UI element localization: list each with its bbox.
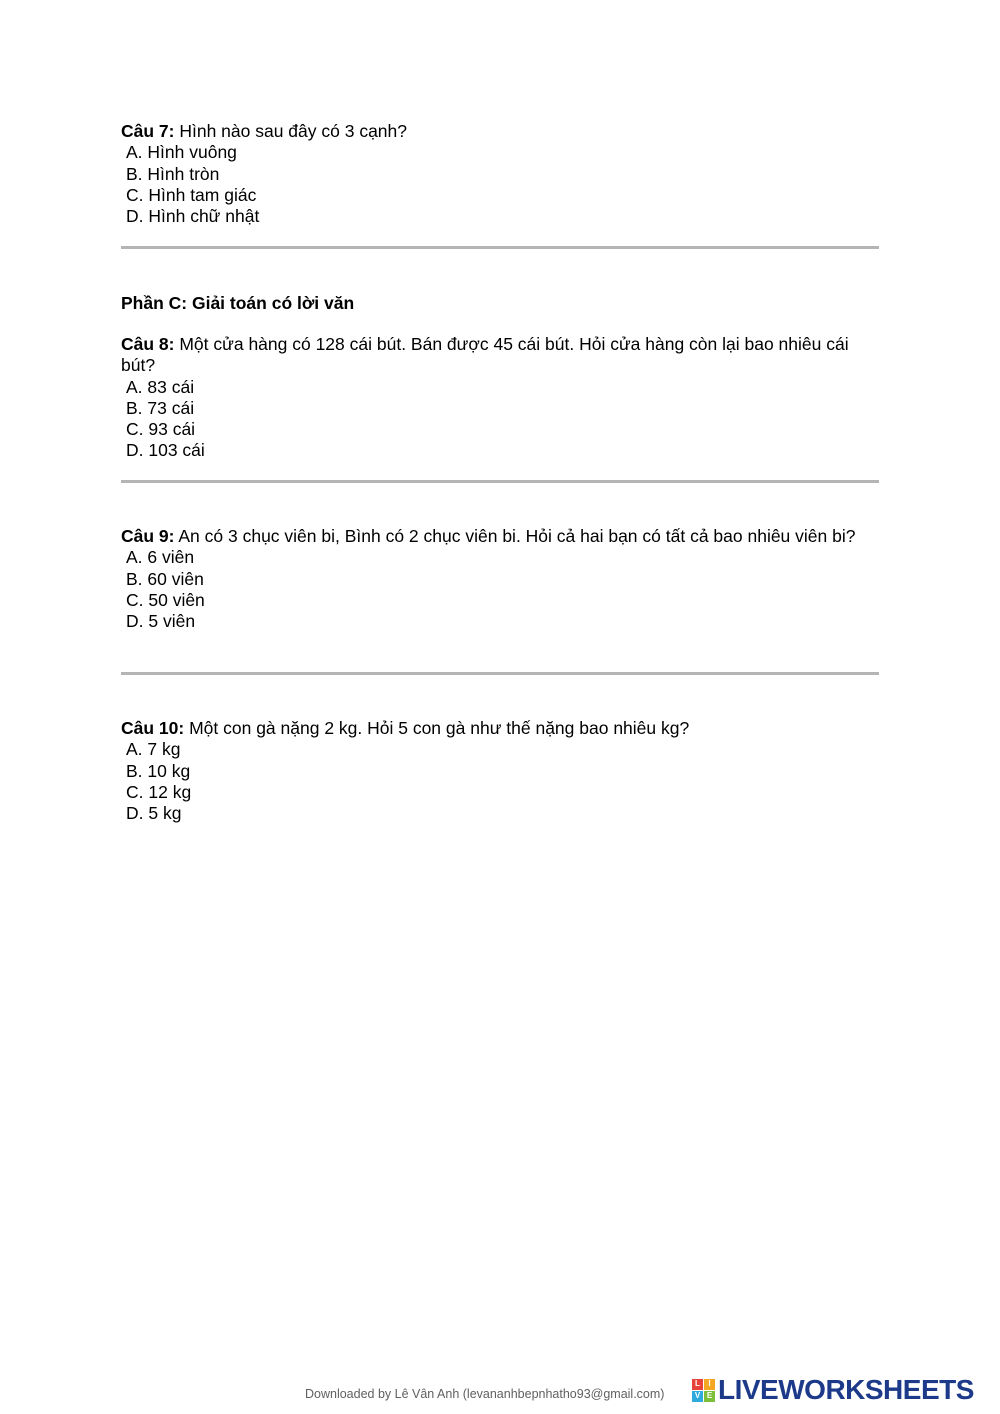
question-label: Câu 8: bbox=[121, 334, 175, 354]
option-c: C. 93 cái bbox=[126, 419, 196, 440]
question-9 bbox=[121, 526, 881, 632]
option-b: B. 10 kg bbox=[126, 760, 191, 781]
divider bbox=[121, 672, 879, 675]
question-label: Câu 10: bbox=[121, 718, 185, 738]
logo-letter: L bbox=[692, 1379, 703, 1390]
question-7-text bbox=[121, 121, 881, 142]
question-body: Hình nào sau đây có 3 cạnh? bbox=[174, 121, 408, 141]
option-a: A. 6 viên bbox=[126, 547, 195, 568]
question-10-text bbox=[121, 718, 881, 739]
question-body: An có 3 chục viên bi, Bình có 2 chục viên bi. Hỏi cả hai bạn có tất cả bao nhiêu viên bi? bbox=[174, 526, 856, 546]
logo-letter: E bbox=[704, 1391, 715, 1402]
question-label: Câu 7: bbox=[121, 121, 175, 141]
liveworksheets-logo[interactable] bbox=[692, 1374, 974, 1405]
question-label: Câu 9: bbox=[121, 526, 175, 546]
question-7 bbox=[121, 121, 881, 227]
option-d: D. 5 kg bbox=[126, 803, 182, 824]
option-c: C. 12 kg bbox=[126, 781, 192, 802]
option-b: B. 73 cái bbox=[126, 397, 195, 418]
logo-icon bbox=[692, 1379, 715, 1402]
option-a: A. 7 kg bbox=[126, 739, 181, 760]
logo-letter: V bbox=[692, 1391, 703, 1402]
question-10 bbox=[121, 718, 881, 824]
question-body: Một cửa hàng có 128 cái bút. Bán được 45 cái bút. Hỏi cửa hàng còn lại bao nhiêu cái bút? bbox=[121, 334, 849, 376]
question-8-text bbox=[121, 334, 881, 377]
section-c-title: Phần C: Giải toán có lời văn bbox=[121, 293, 355, 313]
option-d: D. 5 viên bbox=[126, 611, 196, 632]
divider bbox=[121, 246, 879, 249]
logo-letter: I bbox=[704, 1379, 715, 1390]
download-credit: Downloaded by Lê Vân Anh (levananhbepnhatho93@gmail.com) bbox=[305, 1387, 665, 1401]
option-b: B. Hình tròn bbox=[126, 163, 220, 184]
question-8 bbox=[121, 334, 881, 462]
question-body: Một con gà nặng 2 kg. Hỏi 5 con gà như thế nặng bao nhiêu kg? bbox=[184, 718, 690, 738]
question-9-text bbox=[121, 526, 881, 547]
option-d: D. 103 cái bbox=[126, 440, 205, 461]
option-b: B. 60 viên bbox=[126, 568, 204, 589]
logo-wordmark: LIVEWORKSHEETS bbox=[718, 1374, 974, 1405]
option-c: C. Hình tam giác bbox=[126, 184, 257, 205]
option-d: D. Hình chữ nhật bbox=[126, 206, 260, 227]
option-a: A. Hình vuông bbox=[126, 142, 237, 163]
option-a: A. 83 cái bbox=[126, 376, 195, 397]
option-c: C. 50 viên bbox=[126, 589, 205, 610]
divider bbox=[121, 480, 879, 483]
